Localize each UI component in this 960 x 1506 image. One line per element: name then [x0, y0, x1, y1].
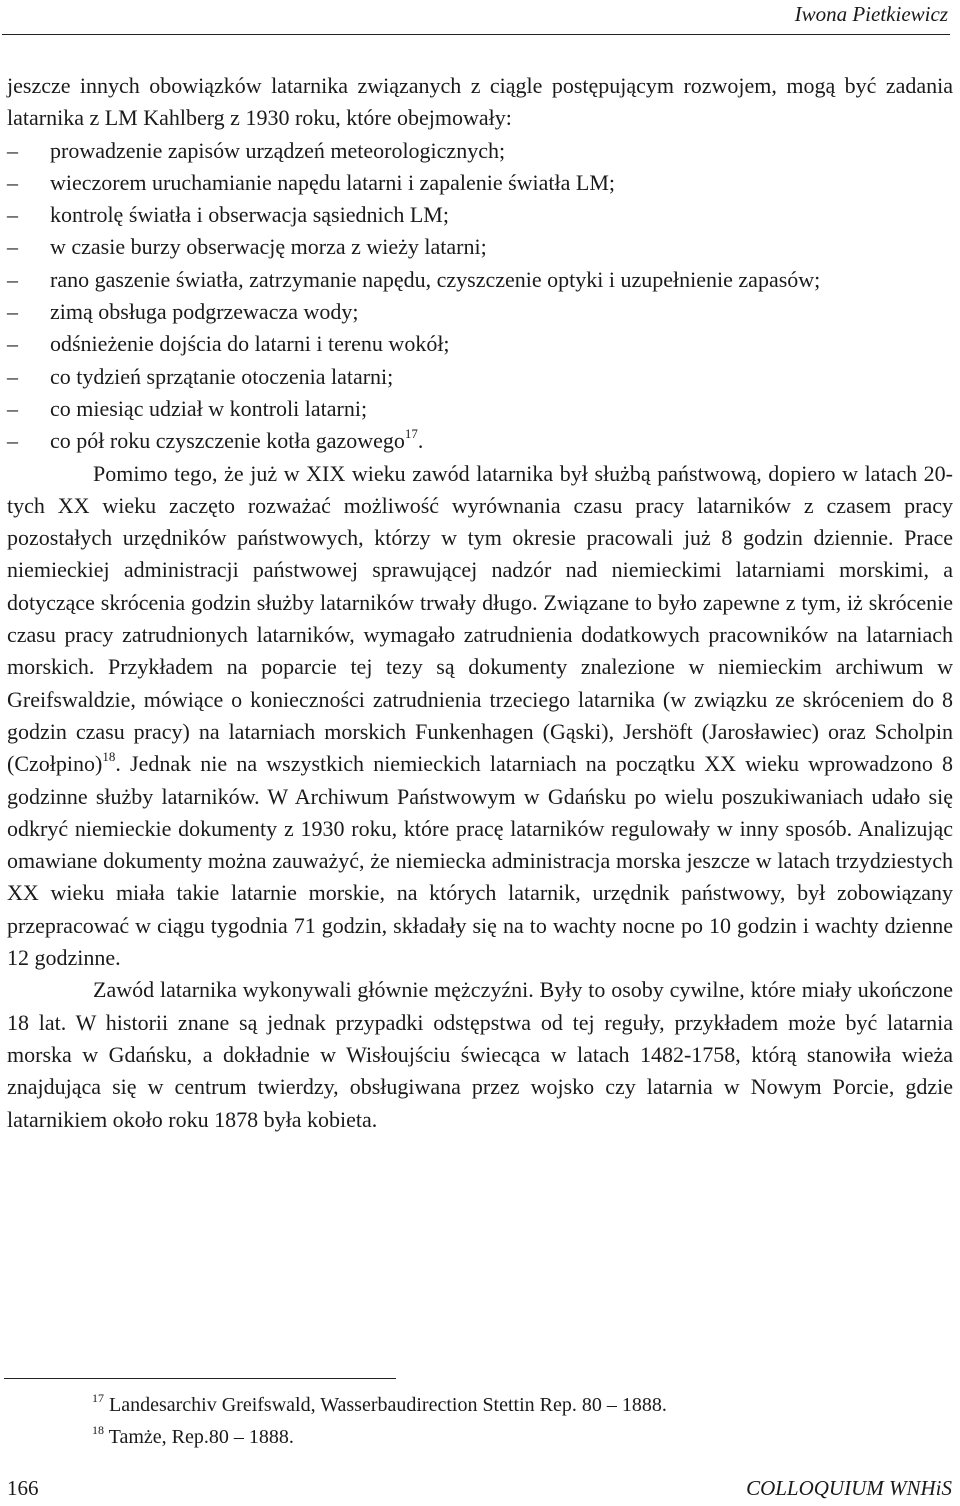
footnote-18 — [92, 1421, 667, 1453]
intro-paragraph: jeszcze innych obowiązków latarnika związanych z ciągle postępującym rozwojem, mogą być zadania latarnika z LM Kahlberg z 1930 roku, które obejmowały: — [7, 73, 953, 131]
duties-list-item — [7, 296, 953, 328]
list-item-end: . — [417, 428, 424, 454]
list-dash: – — [7, 234, 18, 260]
duties-list-item — [7, 135, 953, 167]
duties-list-item — [7, 425, 953, 457]
duties-list-item — [7, 361, 953, 393]
main-paragraph — [7, 458, 953, 975]
footnote-ref-18[interactable]: 18 — [102, 749, 116, 765]
journal-name: COLLOQUIUM WNHiS — [746, 1476, 952, 1500]
footnote-separator — [4, 1378, 396, 1379]
page-footer — [7, 1476, 952, 1506]
list-dash: – — [7, 428, 18, 454]
duties-list-item — [7, 231, 953, 263]
list-dash: – — [7, 331, 18, 357]
paragraph-text-continued: . Jednak nie na wszystkich niemieckich latarniach na początku XX wieku wprowadzono 8 godzinne służby latarników. W Archiwum Państwowym w Gdańsku po wielu poszukiwaniach udało się odkryć niemieckie dokumenty z 1930 roku, które pracę latarników regulowały w inny sposób. Analizując omawiane dokumenty można zauważyć, że niemiecka administracja morska jeszcze w latach trzydziestych XX wieku miała takie latarnie morskie, na których latarnik, urzędnik państwowy, był zobowiązany przepracować w ciągu tygodnia 71 godzin, składały się na to wachty nocne po 10 godzin i wachty dzienne 12 godzinne. — [7, 751, 953, 971]
header-author: Iwona Pietkiewicz — [794, 2, 948, 26]
list-item-text: rano gaszenie światła, zatrzymanie napędu, czyszczenie optyki i uzupełnienie zapasów; — [50, 266, 821, 292]
list-item-text: zimą obsługa podgrzewacza wody; — [50, 299, 359, 325]
list-item-text: odśnieżenie dojścia do latarni i terenu wokół; — [50, 331, 450, 357]
list-item-text: w czasie burzy obserwację morza z wieży latarni; — [50, 234, 487, 260]
list-item-text: co pół roku czyszczenie kotła gazowego — [50, 428, 405, 454]
body-text — [7, 70, 953, 1136]
list-item-text: prowadzenie zapisów urządzeń meteorologicznych; — [50, 137, 506, 163]
paragraph-text: Pomimo tego, że już w XIX wieku zawód latarnika był służbą państwową, dopiero w latach 20-tych XX wieku zaczęto rozważać możliwość wyrównania czasu pracy latarników z czasem pracy pozostałych urzędników państwowych, którzy w tym okresie pracowali już 8 godzin dziennie. Prace niemieckiej administracji państwowej sprawującej nadzór nad niemieckimi latarniami morskimi, a dotyczące skrócenia godzin służby latarników trwały długo. Związane to było zapewne z tym, iż skrócenie czasu pracy zatrudnionych latarników, wymagało zatrudnienia dodatkowych pracowników na latarniach morskich. Przykładem na poparcie tej tezy są dokumenty znalezione w niemieckim archiwum w Greifswaldzie, mówiące o konieczności zatrudnienia trzeciego latarnika (w związku ze skróceniem do 8 godzin czasu pracy) na latarniach morskich Funkenhagen (Gąski), Jershöft (Jarosławiec) oraz Scholpin (Czołpino) — [7, 460, 953, 777]
list-dash: – — [7, 363, 18, 389]
list-item-text: co tydzień sprzątanie otoczenia latarni; — [50, 363, 394, 389]
page-number: 166 — [7, 1476, 39, 1500]
list-item-text: kontrolę światła i obserwacja sąsiednich LM; — [50, 202, 449, 228]
running-header — [0, 0, 954, 44]
list-dash: – — [7, 395, 18, 421]
footnote-text: Landesarchiv Greifswald, Wasserbaudirection Stettin Rep. 80 – 1888. — [109, 1394, 667, 1416]
footnote-number: 18 — [92, 1423, 104, 1437]
footnote-text: Tamże, Rep.80 – 1888. — [108, 1426, 294, 1448]
list-dash: – — [7, 137, 18, 163]
list-dash: – — [7, 202, 18, 228]
duties-list — [7, 135, 953, 458]
footnotes — [92, 1389, 667, 1453]
list-item-text: wieczorem uruchamianie napędu latarni i zapalenie światła LM; — [50, 169, 616, 195]
duties-list-item — [7, 264, 953, 296]
footnote-17 — [92, 1389, 667, 1421]
footnote-number: 17 — [92, 1391, 104, 1405]
second-paragraph: Zawód latarnika wykonywali głównie mężczyźni. Były to osoby cywilne, które miały ukończone 18 lat. W historii znane są jednak przypadki odstępstwa od tej reguły, przykładem może być latarnia morska w Gdańsku, a dokładnie w Wisłoujściu świecąca w latach 1482-1758, którą stanowiła wieża znajdująca się w centrum twierdzy, obsługiwana przez wojsko czy latarnia w Nowym Porcie, gdzie latarnikiem około roku 1878 była kobieta. — [7, 977, 953, 1132]
list-dash: – — [7, 299, 18, 325]
duties-list-item — [7, 328, 953, 360]
footnote-ref-17[interactable]: 17 — [404, 426, 418, 442]
header-rule — [2, 34, 950, 35]
list-dash: – — [7, 266, 18, 292]
list-dash: – — [7, 169, 18, 195]
list-item-text: co miesiąc udział w kontroli latarni; — [50, 395, 368, 421]
duties-list-item — [7, 393, 953, 425]
duties-list-item — [7, 167, 953, 199]
duties-list-item — [7, 199, 953, 231]
